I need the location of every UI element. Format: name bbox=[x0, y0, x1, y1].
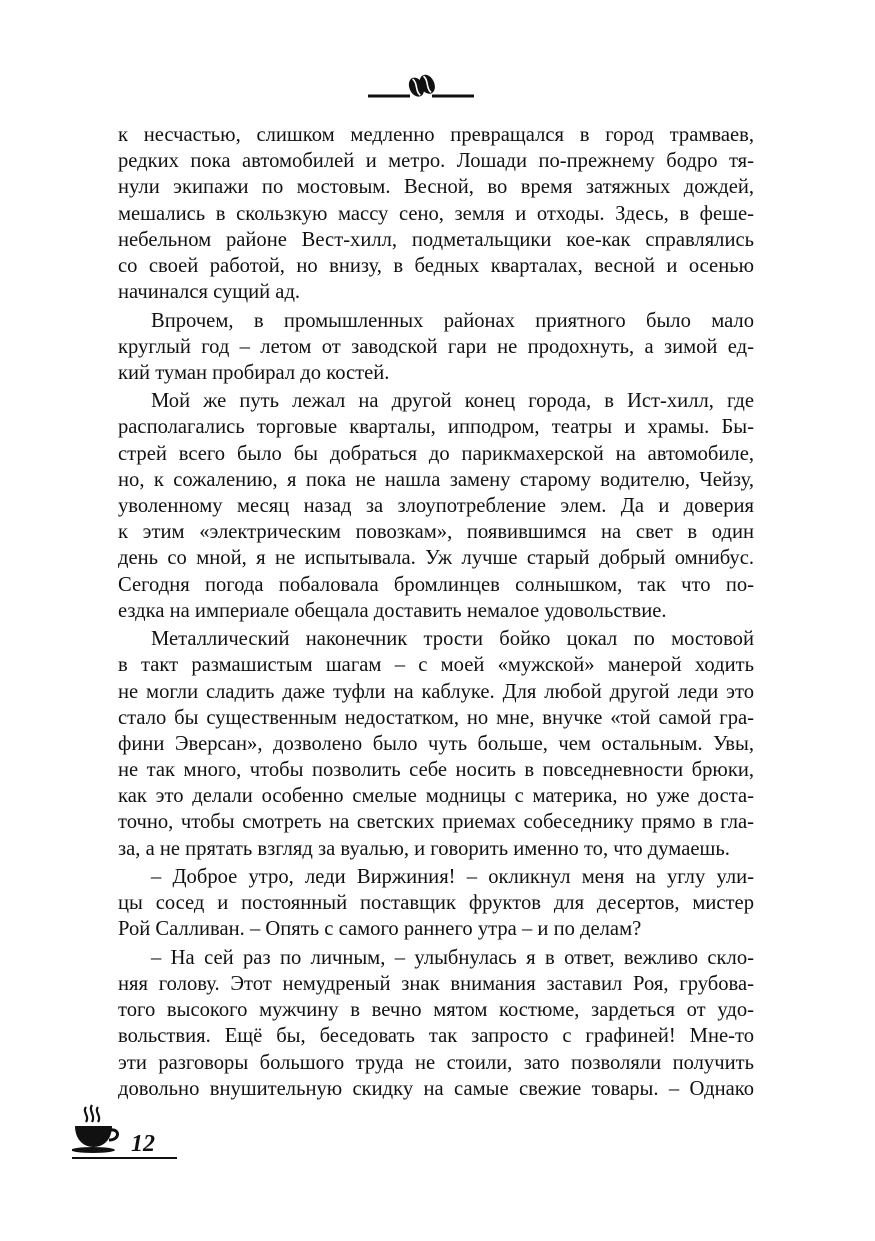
text-line: в такт размашистым шагам – с моей «мужской» манерой ходить bbox=[118, 654, 754, 677]
text-line: эти разговоры большого труда не стоили, зато позволяли получить bbox=[118, 1051, 754, 1074]
text-line: стрей всего было бы добраться до парикмахерской на автомобиле, bbox=[118, 442, 754, 465]
paragraph bbox=[118, 864, 754, 943]
text-line: – Доброе утро, леди Виржиния! – окликнул меня на углу ули- bbox=[151, 866, 754, 888]
text-line: вольствия. Ещё бы, беседовать так запросто с графиней! Мне-то bbox=[118, 1025, 754, 1048]
page-number: 12 bbox=[131, 1131, 155, 1157]
text-line: довольно внушительную скидку на самые свежие товары. – Однако bbox=[118, 1077, 754, 1100]
coffee-cup-icon bbox=[72, 1103, 182, 1163]
text-line: не так много, чтобы позволить себе носить в повседневности брюки, bbox=[118, 759, 754, 782]
text-line: за, а не прятать взгляд за вуалью, и говорить именно то, что думаешь. bbox=[118, 837, 730, 860]
text-line: день со мной, я не испытывала. Уж лучше старый добрый омнибус. bbox=[118, 547, 754, 570]
text-line: кий туман пробирал до костей. bbox=[118, 361, 390, 384]
text-line: няя голову. Этот немудреный знак внимания заставил Роя, грубова- bbox=[118, 972, 754, 995]
text-line: Рой Салливан. – Опять с самого раннего утра – и по делам? bbox=[118, 918, 642, 941]
paragraph bbox=[118, 122, 754, 305]
text-line: цы сосед и постоянный поставщик фруктов для десертов, мистер bbox=[118, 892, 754, 915]
text-line: как это делали особенно смелые модницы с материка, но уже доста- bbox=[118, 785, 754, 808]
text-line: располагались торговые кварталы, ипподром, театры и храмы. Бы- bbox=[118, 416, 754, 439]
text-line: ездка на империале обещала доставить немалое удовольствие. bbox=[118, 599, 667, 622]
text-line: редких пока автомобилей и метро. Лошади по-прежнему бодро тя- bbox=[118, 150, 754, 173]
text-line: уволенному месяц назад за злоупотребление элем. Да и доверия bbox=[118, 495, 754, 517]
text-line: того высокого мужчину в вечно мятом костюме, зардеться от удо- bbox=[118, 999, 754, 1022]
text-line: Металлический наконечник трости бойко цокал по мостовой bbox=[151, 628, 754, 651]
body-text bbox=[118, 122, 754, 1104]
paragraph bbox=[118, 388, 754, 624]
text-line: фини Эверсан», дозволено было чуть больше, чем остальным. Увы, bbox=[118, 732, 754, 755]
paragraph bbox=[118, 626, 754, 862]
coffee-bean-ornament-icon bbox=[366, 70, 476, 102]
text-line: круглый год – летом от заводской гари не продохнуть, а зимой ед- bbox=[118, 335, 754, 358]
text-line: небельном районе Вест-хилл, подметальщики кое-как справлялись bbox=[118, 228, 754, 251]
text-line: Впрочем, в промышленных районах приятного было мало bbox=[151, 309, 754, 332]
text-line: – На сей раз по личным, – улыбнулась я в ответ, вежливо скло- bbox=[151, 946, 754, 969]
text-line: мешались в скользкую массу сено, земля и отходы. Здесь, в феше- bbox=[118, 202, 754, 225]
paragraph bbox=[118, 308, 754, 387]
paragraph bbox=[118, 945, 754, 1102]
text-line: не могли сладить даже туфли на каблуке. Для любой другой леди это bbox=[118, 680, 754, 703]
text-line: Мой же путь лежал на другой конец города, в Ист-хилл, где bbox=[151, 390, 754, 413]
text-line: к несчастью, слишком медленно превращался в город трамваев, bbox=[118, 124, 754, 146]
text-line: но, к сожалению, я пока не нашла замену старому водителю, Чейзу, bbox=[118, 468, 754, 491]
text-line: начинался сущий ад. bbox=[118, 281, 301, 304]
text-line: стало бы существенным недостатком, но мне, внучке «той самой гра- bbox=[118, 706, 754, 729]
text-line: к этим «электрическим повозкам», появившимся на свет в один bbox=[118, 521, 754, 544]
text-line: нули экипажи по мостовым. Весной, во время затяжных дождей, bbox=[118, 176, 754, 199]
text-line: со своей работой, но внизу, в бедных кварталах, весной и осенью bbox=[118, 254, 754, 277]
text-line: точно, чтобы смотреть на светских приемах собеседнику прямо в гла- bbox=[118, 811, 754, 834]
text-line: Сегодня погода побаловала бромлинцев солнышком, так что по- bbox=[118, 573, 754, 596]
